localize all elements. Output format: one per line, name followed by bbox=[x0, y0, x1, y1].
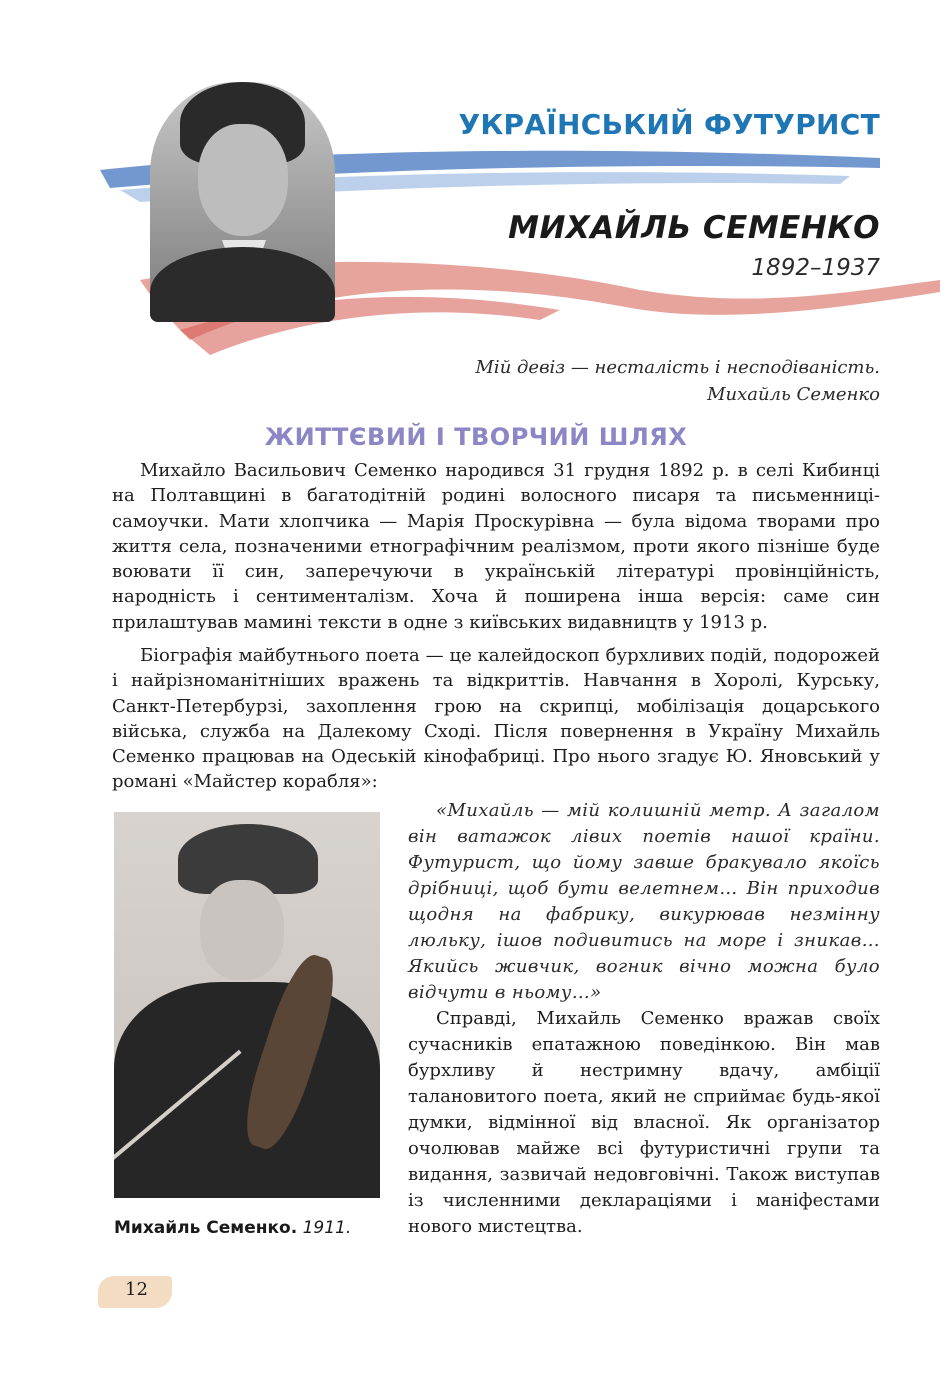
caption-name: Михайль Семенко. bbox=[114, 1218, 298, 1238]
author-name: МИХАЙЛЬ СЕМЕНКО bbox=[508, 210, 880, 246]
paragraph-character: Справді, Михайль Семенко вражав своїх сучасників епатажною поведінкою. Він мав бурхливу й нестримну вдачу, амбіції талановитого поета, який не сприймає будь-якої думки, відмінної від власної. Як організатор очолював майже всі футуристичні групи та видання, зазвичай недовговічні. Також виступав із численними деклараціями і маніфестами нового мистецтва. bbox=[408, 1008, 880, 1237]
epigraph-author: Михайль Семенко bbox=[707, 384, 880, 405]
author-years: 1892–1937 bbox=[751, 255, 880, 281]
kicker-title: УКРАЇНСЬКИЙ ФУТУРИСТ bbox=[458, 108, 880, 141]
section-title: ЖИТТЄВИЙ І ТВОРЧИЙ ШЛЯХ bbox=[264, 423, 688, 451]
epigraph bbox=[476, 354, 881, 408]
yanovsky-quote: «Михайль — мій колишній метр. А загалом він ватажок лівих поетів нашої країни. Футурист, що йому завше бракувало якоїсь дрібниці, щоб бути велетнем… Він приходив щодня на фабрику, викурював незмінну люльку, ішов подивитись на море і зникав… Якийсь живчик, вогник вічно можна було відчути в ньому…» bbox=[408, 800, 880, 1003]
page-number: 12 bbox=[125, 1279, 148, 1300]
violin-photo bbox=[114, 812, 380, 1198]
photo-caption bbox=[114, 1218, 351, 1238]
caption-year: 1911. bbox=[302, 1218, 352, 1238]
paragraph-biography: Біографія майбутнього поета — це калейдоскоп бурхливих подій, подорожей і найрізноманітніших вражень та відкриттів. Навчання в Хоролі, Курську, Санкт-Петербурзі, захоплення грою на скрипці, мобілізація доцарського війська, служба на Далекому Сході. Після повернення в Україну Михайль Семенко працював на Одеській кінофабриці. Про нього згадує Ю. Яновський у романі «Майстер корабля»: bbox=[112, 645, 880, 793]
portrait-photo bbox=[150, 82, 335, 322]
epigraph-text: Мій девіз — несталість і несподіваність. bbox=[475, 357, 880, 378]
paragraph-birth: Михайло Васильович Семенко народився 31 грудня 1892 р. в селі Кибинці на Полтавщині в багатодітній родині волосного писаря та письменниці-самоучки. Мати хлопчика — Марія Проскурівна — була відома творами про життя села, позначеними етнографічним реалізмом, проти якого пізніше буде воювати її син, заперечуючи в українській літературі провінційність, народність і сентименталізм. Хоча й поширена інша версія: саме син прилаштував мамині тексти в одне з київських видавництв у 1913 р. bbox=[112, 460, 880, 633]
